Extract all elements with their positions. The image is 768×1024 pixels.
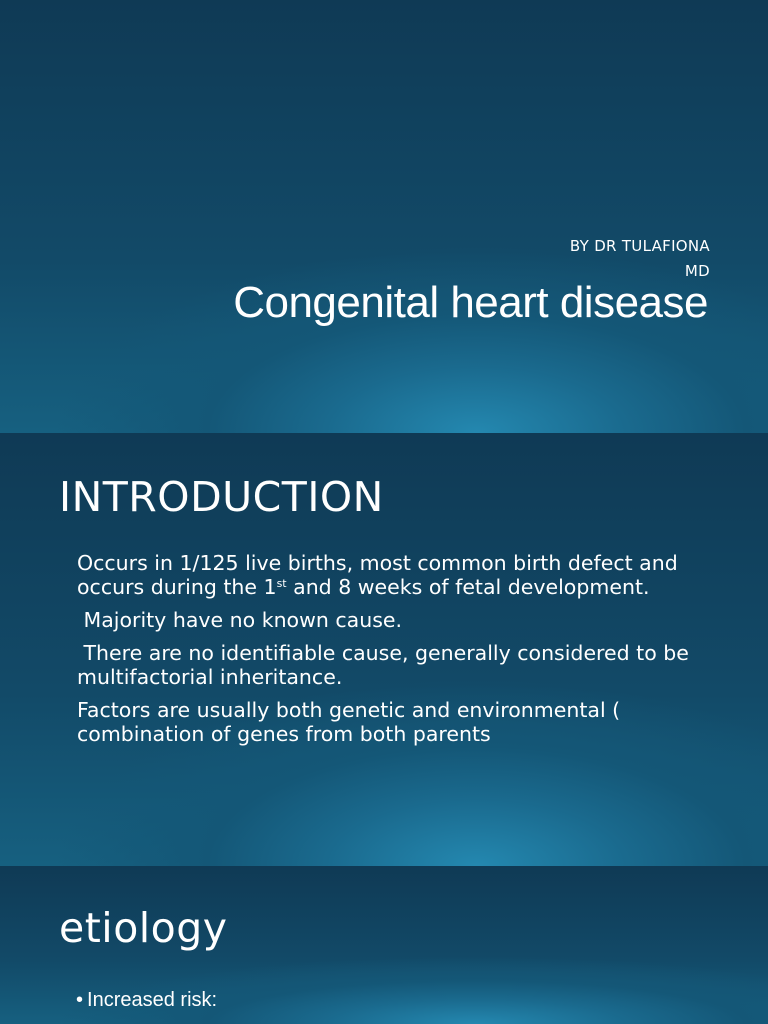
list-item-text: Majority have no known cause. [77, 608, 403, 632]
title-slide [0, 0, 768, 433]
etiology-heading: etiology [59, 904, 228, 952]
list-item-text: Factors are usually both genetic and environmental ( combination of genes from both parents [77, 698, 621, 746]
list-item [77, 641, 727, 689]
list-item [77, 551, 727, 599]
list-item-text: There are no identifiable cause, generally considered to be multifactorial inheritance. [77, 641, 696, 689]
introduction-list [77, 551, 727, 755]
presentation-title: Congenital heart disease [233, 278, 708, 327]
introduction-heading: INTRODUCTION [59, 473, 384, 521]
list-item-text: Increased risk: [87, 989, 218, 1011]
introduction-slide [0, 433, 768, 866]
author-name: BY DR TULAFIONA [569, 237, 710, 255]
list-item [77, 608, 727, 632]
list-item [77, 698, 727, 746]
list-item-text: Occurs in 1/125 live births, most common birth defect and occurs during the 1 [77, 551, 678, 599]
list-item [76, 986, 217, 1014]
etiology-list [76, 986, 217, 1014]
list-item-text: and 8 weeks of fetal development. [286, 575, 650, 599]
superscript-ordinal: st [276, 577, 287, 590]
author-degree: MD [684, 262, 710, 280]
author-credit [490, 234, 710, 284]
etiology-slide [0, 866, 768, 1024]
bullet-icon: • [76, 989, 84, 1011]
